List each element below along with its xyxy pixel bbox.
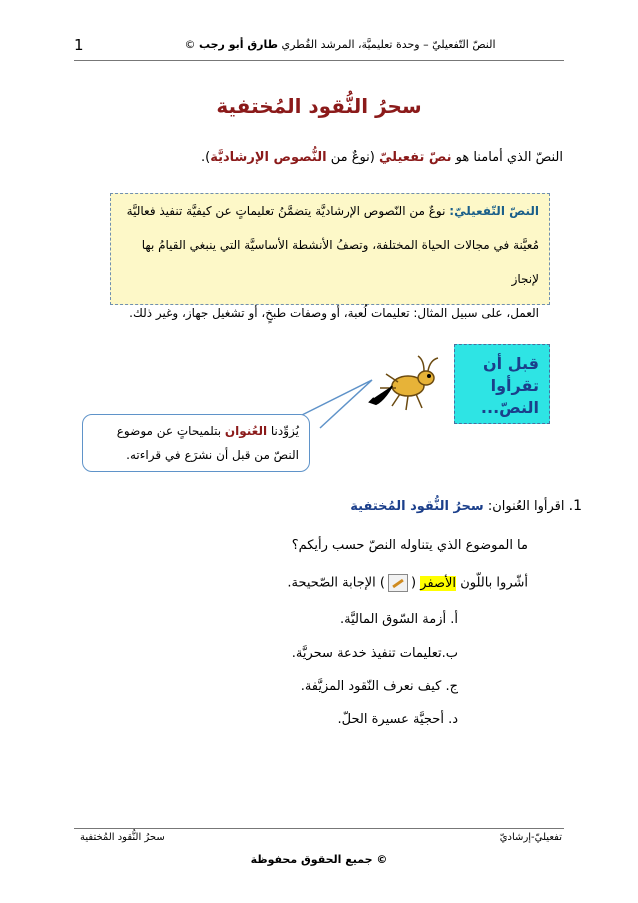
page-title: سحرُ النُّقود المُختفية (216, 94, 422, 118)
footer-right: تفعيليّ-إرشاديّ (499, 832, 562, 843)
answer-option-b[interactable]: ب.تعليمات تنفيذ خدعة سحريَّة. (291, 646, 458, 661)
before-reading-line-3: النصّ... (480, 398, 539, 417)
header-author: طارق أبو رجب (198, 38, 278, 51)
definition-term: النصّ التّفعيليّ: (449, 204, 539, 218)
pencil-marker-icon (388, 574, 408, 592)
header-text (150, 38, 530, 51)
title-hint-bubble (82, 414, 310, 472)
ant-mascot-icon (368, 352, 448, 414)
intro-emphasis-2: النُّصوص الإرشاديَّة (210, 150, 327, 165)
question-prompt: اقرأوا العُنوان: (487, 499, 565, 514)
instruction-text-2: ( (411, 575, 417, 591)
question-number: 1. (568, 498, 582, 514)
instruction-text-1: أشّروا باللّون (460, 575, 528, 591)
header-divider (74, 60, 564, 61)
definition-line-1 (121, 194, 539, 228)
intro-emphasis-1: نصّ تفعيليّ (379, 150, 452, 165)
question-2: ما الموضوع الذي يتناوله النصّ حسب رأيكم؟ (291, 538, 528, 553)
header-copyright: © (184, 38, 196, 51)
definition-box (110, 193, 550, 320)
question-title: سحرُ النُّقود المُختفية (350, 499, 484, 514)
before-reading-line-2: تقرأوا (490, 376, 539, 395)
answer-option-a[interactable]: أ. أزمة السّوق الماليَّة. (340, 612, 458, 627)
definition-text-1: نوعٌ من النّصوص الإرشاديَّة يتضمَّنُ تعليماتٍ عن كيفيَّة تنفيذ فعاليَّة (126, 204, 446, 218)
footer-divider (74, 828, 564, 829)
intro-paragraph (63, 150, 563, 165)
intro-text-3: ). (201, 150, 211, 165)
definition-line-2: مُعيَّنة في مجالات الحياة المختلفة، وتصفُ الأنشطة الأساسيَّة التي ينبغي القيامُ بها لإنجاز (141, 238, 539, 286)
bubble-text-2: بتلميحاتٍ عن موضوع (116, 424, 222, 438)
footer-left: سحرُ النُّقود المُختفية (80, 832, 165, 843)
intro-text-2: (نوعٌ من (330, 150, 375, 165)
bubble-text-1: يُزوِّدنا (270, 424, 299, 438)
answer-instruction (48, 574, 528, 592)
question-1 (62, 498, 582, 514)
bubble-line-2: النصّ من قبل أن نشرَع في قراءته. (126, 448, 299, 462)
intro-text-1: النصّ الذي أمامنا هو (455, 150, 563, 165)
answer-option-c[interactable]: ج. كيف نعرف النّقود المزيَّفة. (300, 679, 458, 694)
footer-copyright: © جميع الحقوق محفوظة (250, 853, 388, 866)
instruction-highlight: الأصفر (420, 575, 457, 591)
answer-option-d[interactable]: د. أحجيَّة عسيرة الحلّ. (337, 712, 458, 727)
definition-line-3: العمل، على سبيل المثال: تعليمات لُعبة، أو وصفات طبخٍ، أو تشغيل جهاز، وغير ذلك. (129, 306, 539, 320)
before-reading-box (454, 344, 550, 424)
page-number: 1 (74, 36, 84, 54)
bubble-keyword: العُنوان (224, 424, 268, 438)
before-reading-line-1: قبل أن (483, 354, 539, 373)
bubble-line-1 (93, 419, 299, 443)
header-plain: النصّ التّفعيليّ – وحدة تعليميَّة، المرشد القُطري (281, 38, 496, 51)
instruction-text-3: ) الإجابة الصّحيحة. (287, 575, 385, 591)
